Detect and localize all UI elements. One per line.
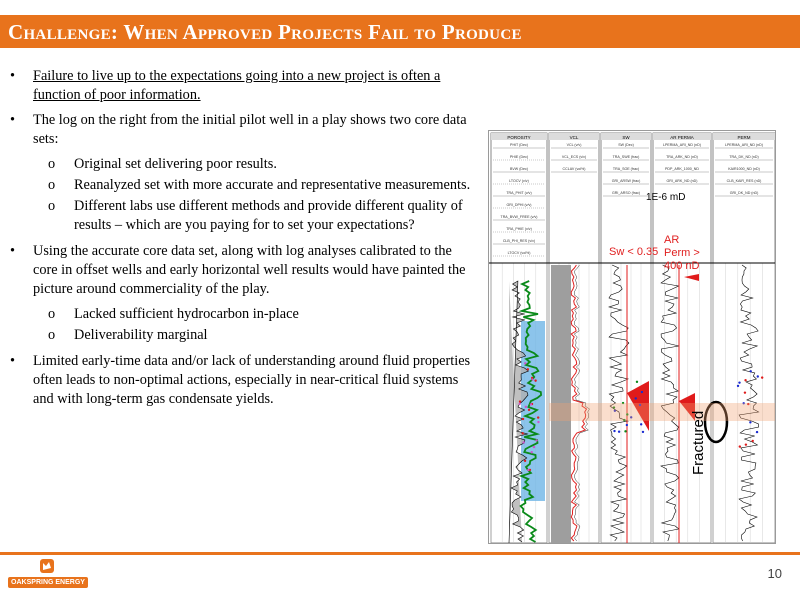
sw-core-point [636,381,638,383]
perm-core-point [739,445,741,447]
log-curve-label: TRA_PHIE (v/v) [506,227,532,231]
bullet-4-text: Limited early-time data and/or lack of understanding around fluid properties often leads to non-optimal actions, especially in near-critical fluid systems and with long-term gas condensate yields. [33,353,471,407]
perm-core-point [752,440,754,442]
porosity-core-point [534,379,536,381]
bullet-list [8,67,478,415]
sub-bullet-marker: o [48,327,56,343]
porosity-core-point [524,362,526,364]
log-curve-label: CLB_PHI_RES (v/v) [502,239,536,243]
log-curve-label: VCL_ECS (v/v) [561,155,587,159]
porosity-core-point [531,378,533,380]
sw-annotation: Sw < 0.35 [609,246,659,258]
porosity-core-point [527,469,529,471]
ar-perm-top-fill [684,274,699,281]
slide-title: Challenge: When Approved Projects Fail to Produce [8,20,522,44]
ar-annotation-line2: Perm > [664,247,700,259]
log-track-header: SW [622,135,630,140]
page-number: 10 [767,566,782,581]
bullet-2-text: The log on the right from the initial pilot well in a play shows two core data sets: [33,112,467,147]
log-curve-label: LTOCV (vol%) [507,251,531,255]
perm-core-point [757,375,759,377]
sw-core-point [624,430,626,432]
perm-core-point [744,379,746,381]
bullet-dot: • [10,112,16,128]
log-curve-label: LTOCV (v/v) [509,179,529,183]
porosity-core-point [533,446,535,448]
log-track-header: POROSITY [507,135,531,140]
bullet-1-text: Failure to live up to the expectations going into a new project is often a function of poor information. [33,68,441,103]
log-curve-label: GRI_DPHI (v/v) [506,203,532,207]
sub-bullet [8,326,478,345]
company-logo-icon [3,558,91,594]
bullet-3-text: Using the accurate core data set, along with log analyses calibrated to the core in offset wells and early horizontal well results would have painted the picture around commerciality of the play. [33,243,466,297]
porosity-core-point [535,439,537,441]
perm-core-point [761,376,763,378]
log-curve-label: LPERMA_ARI_ND (nD) [663,143,701,147]
log-curve-label: TRA_PHIT (v/v) [506,191,532,195]
porosity-core-point [522,418,524,420]
porosity-core-point [528,409,530,411]
log-curve-label: CLB_KAIR_RES (nD) [726,179,762,183]
log-track-header: VCL [569,135,579,140]
sub-bullet [8,155,478,174]
log-curve-label: PHIT (Dec) [510,143,528,147]
bullet-dot: • [10,243,16,259]
sw-core-point [626,424,628,426]
ar-annotation-line1: AR [664,234,680,246]
sw-core-point [640,423,642,425]
log-curve-label: TRA_SWE (frac) [612,155,640,159]
perm-core-point [749,421,751,423]
porosity-core-point [519,403,521,405]
perm-core-point [745,443,747,445]
log-curve-label: BVW (Dec) [510,167,528,171]
porosity-core-point [537,416,539,418]
log-curve-label: CCLAV (vol%) [562,167,586,171]
sw-core-point [641,391,643,393]
log-curve-label: TRA_ARK_ND (nD) [666,155,698,159]
bullet-2 [8,111,478,149]
sub-bullet [8,305,478,324]
porosity-core-point [527,368,529,370]
log-curve-label: VCL (v/v) [566,143,582,147]
log-curve-label: TRA_BVW_FREE (v/v) [500,215,538,219]
bullet-3-sublist [8,305,478,345]
sub-bullet-text: Original set delivering poor results. [74,156,277,172]
porosity-core-point [521,432,523,434]
log-curve-label: SW (Dec) [618,143,634,147]
perm-core-point [737,385,739,387]
well-log-svg [489,131,776,544]
sub-bullet-marker: o [48,198,56,214]
porosity-fill-blue [521,321,545,501]
perm-core-point [750,370,752,372]
bullet-dot: • [10,353,16,369]
highlight-zone-band [549,403,775,421]
sub-bullet [8,176,478,195]
sub-bullet-text: Deliverability marginal [74,327,208,343]
title-bar [0,15,800,48]
log-curve-label: TRA_SOE (frac) [612,167,640,171]
sub-bullet-marker: o [48,177,56,193]
fractured-annotation: Fractured [690,410,707,475]
porosity-core-point [537,421,539,423]
porosity-core-point [531,451,533,453]
sub-bullet-text: Reanalyzed set with more accurate and representative measurements. [74,177,471,193]
scale-note: 1E-6 mD [646,192,686,203]
sub-bullet-marker: o [48,306,56,322]
bullet-1 [8,67,478,105]
log-curve-label: TRA_DK_ND (nD) [729,155,759,159]
log-curve-label: PDP_ARK_1000_ND [665,167,699,171]
log-curve-label: KAIR1000_ND (nD) [728,167,760,171]
sw-core-point [642,431,644,433]
sw-core-point [635,397,637,399]
log-curve-label: GRI_ARSW (frac) [611,179,641,183]
log-curve-label: LPERMA_ARI_ND (nD) [725,143,763,147]
bullet-2-sublist [8,155,478,235]
log-curve-label: PHIE (Dec) [509,155,529,159]
porosity-core-point [522,441,524,443]
log-curve-label: GRI_ARK_ND (nD) [666,179,698,183]
perm-core-point [744,391,746,393]
sw-core-point [618,431,620,433]
footer-divider [0,552,800,555]
sub-bullet [8,197,478,235]
company-logo-text: OAKSPRING ENERGY [8,577,88,588]
well-log-image [488,130,776,544]
porosity-core-point [530,403,532,405]
log-curve-label: GRI_ARSO (frac) [612,191,640,195]
porosity-core-point [519,400,521,402]
perm-core-point [756,431,758,433]
log-track-header: AR PERMA [670,135,694,140]
bullet-4 [8,352,478,409]
porosity-core-point [524,460,526,462]
porosity-core-point [525,406,527,408]
perm-core-point [738,381,740,383]
sw-core-point [613,430,615,432]
bullet-dot: • [10,68,16,84]
sub-bullet-text: Different labs use different methods and provide different quality of results – which are you paying for to set your expectations? [74,198,463,233]
bullet-3 [8,242,478,299]
ar-annotation-line3: 400 nD [664,260,700,272]
log-curve-label: GRI_DK_ND (nD) [729,191,759,195]
log-track-header: PERM [737,135,751,140]
sub-bullet-text: Lacked sufficient hydrocarbon in-place [74,306,299,322]
sub-bullet-marker: o [48,156,56,172]
